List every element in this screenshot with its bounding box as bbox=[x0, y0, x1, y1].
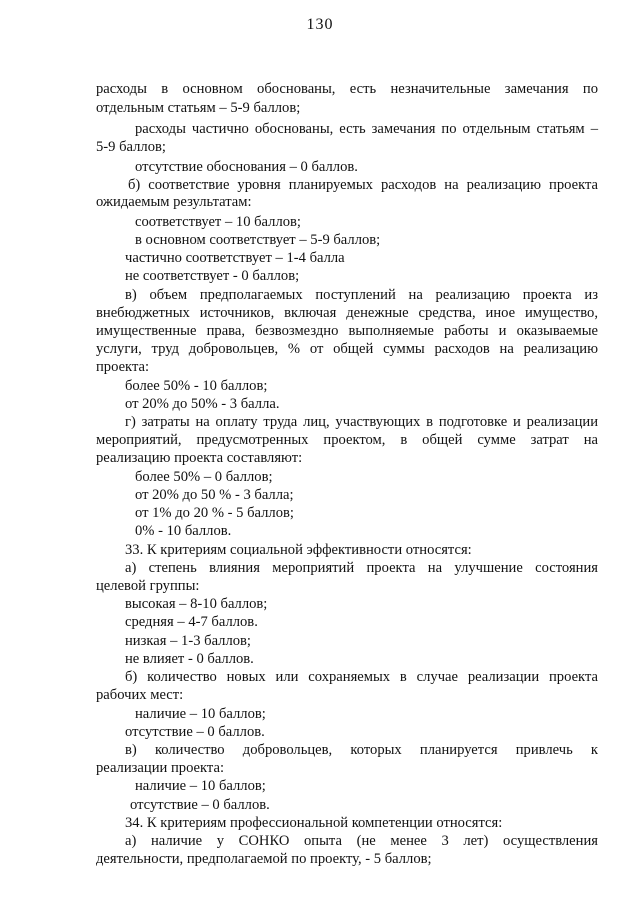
text-line: наличие – 10 баллов; bbox=[135, 706, 266, 722]
text-line: отсутствие обоснования – 0 баллов. bbox=[135, 159, 358, 175]
text-line: отдельным статьям – 5-9 баллов; bbox=[96, 100, 301, 116]
text-line: от 20% до 50% - 3 балла. bbox=[125, 396, 280, 412]
text-line: б) соответствие уровня планируемых расходов на реализацию проекта bbox=[128, 177, 598, 193]
text-line: от 20% до 50 % - 3 балла; bbox=[135, 487, 294, 503]
text-line: соответствует – 10 баллов; bbox=[135, 214, 301, 230]
text-line: внебюджетных источников, включая денежные средства, иное имущество, bbox=[96, 305, 598, 321]
text-line: средняя – 4-7 баллов. bbox=[125, 614, 258, 630]
text-line: в) количество добровольцев, которых планируется привлечь к bbox=[125, 742, 598, 758]
text-line: рабочих мест: bbox=[96, 687, 184, 703]
text-line: реализацию проекта составляют: bbox=[96, 450, 303, 466]
text-line: расходы частично обоснованы, есть замечания по отдельным статьям – bbox=[135, 121, 598, 137]
text-line: 5-9 баллов; bbox=[96, 139, 166, 155]
text-line: мероприятий, предусмотренных проектом, в общей сумме затрат на bbox=[96, 432, 598, 448]
text-line: частично соответствует – 1-4 балла bbox=[125, 250, 345, 266]
text-line: от 1% до 20 % - 5 баллов; bbox=[135, 505, 294, 521]
text-line: а) степень влияния мероприятий проекта на улучшение состояния bbox=[125, 560, 598, 576]
text-line: не соответствует - 0 баллов; bbox=[125, 268, 300, 284]
text-line: ожидаемым результатам: bbox=[96, 194, 252, 210]
text-line: 0% - 10 баллов. bbox=[135, 523, 232, 539]
text-line: наличие – 10 баллов; bbox=[135, 778, 266, 794]
text-line: высокая – 8-10 баллов; bbox=[125, 596, 268, 612]
text-line: не влияет - 0 баллов. bbox=[125, 651, 254, 667]
text-line: отсутствие – 0 баллов. bbox=[125, 724, 265, 740]
text-line: отсутствие – 0 баллов. bbox=[130, 797, 270, 813]
text-line: целевой группы: bbox=[96, 578, 200, 594]
text-line: б) количество новых или сохраняемых в случае реализации проекта bbox=[125, 669, 598, 685]
text-line: низкая – 1-3 баллов; bbox=[125, 633, 251, 649]
text-line: деятельности, предполагаемой по проекту, - 5 баллов; bbox=[96, 851, 432, 867]
text-line: в основном соответствует – 5-9 баллов; bbox=[135, 232, 381, 248]
text-line: 33. К критериям социальной эффективности относятся: bbox=[125, 542, 472, 558]
text-line: более 50% – 0 баллов; bbox=[135, 469, 273, 485]
text-line: в) объем предполагаемых поступлений на реализацию проекта из bbox=[125, 287, 598, 303]
text-line: проекта: bbox=[96, 359, 150, 375]
text-line: 34. К критериям профессиональной компетенции относятся: bbox=[125, 815, 503, 831]
text-line: более 50% - 10 баллов; bbox=[125, 378, 268, 394]
text-line: расходы в основном обоснованы, есть незначительные замечания по bbox=[96, 81, 598, 97]
text-line: реализации проекта: bbox=[96, 760, 225, 776]
text-line: услуги, труд добровольцев, % от общей суммы расходов на реализацию bbox=[96, 341, 598, 357]
page-number: 130 bbox=[306, 16, 334, 33]
text-line: имущественные права, безвозмездно выполняемые работы и оказываемые bbox=[96, 323, 598, 339]
text-line: а) наличие у СОНКО опыта (не менее 3 лет) осуществления bbox=[125, 833, 598, 849]
text-line: г) затраты на оплату труда лиц, участвующих в подготовке и реализации bbox=[125, 414, 598, 430]
